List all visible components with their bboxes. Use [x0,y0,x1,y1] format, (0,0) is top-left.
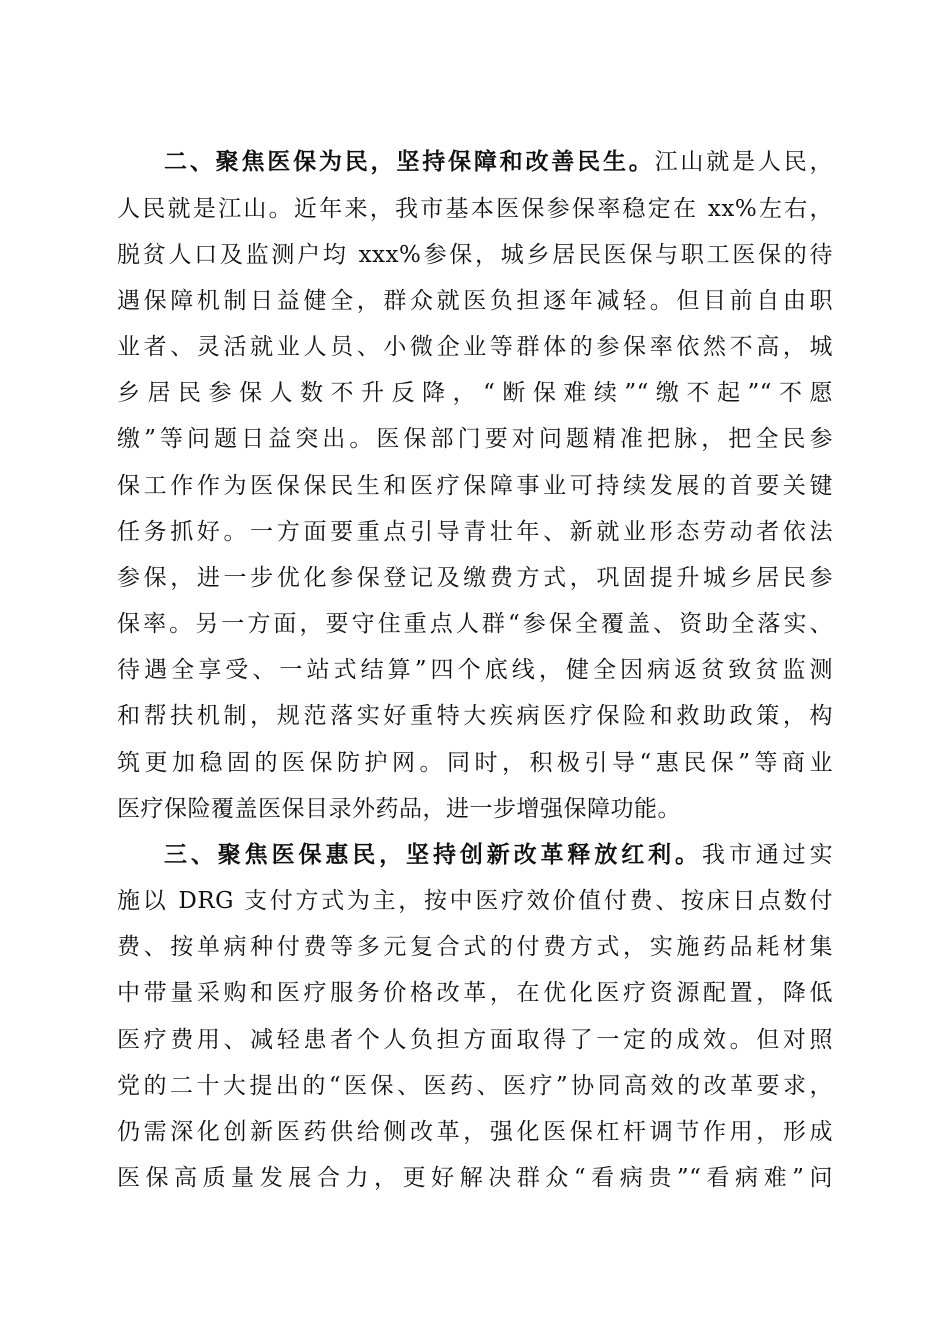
section3-line: 中带量采购和医疗服务价格改革，在优化医疗资源配置，降低 [117,980,833,1006]
section2-line: 筑更加稳固的医保防护网。同时，积极引导“惠民保”等商业 [117,750,833,776]
section2-first-line [164,140,833,184]
section2-line: 缴”等问题日益突出。医保部门要对问题精准把脉，把全民参 [117,426,833,452]
section2-line: 待遇全享受、一站式结算”四个底线，健全因病返贫致贫监测 [117,657,833,683]
section3-line: 我市通过实 [701,842,834,868]
section3-line: 费、按单病种付费等多元复合式的付费方式，实施药品耗材集 [117,934,833,960]
section2-line: 遇保障机制日益健全，群众就医负担逐年减轻。但目前自由职 [117,288,833,314]
section2-line: 任务抓好。一方面要重点引导青壮年、新就业形态劳动者依法 [117,519,833,545]
section2-line: 保工作作为医保保民生和医疗保障事业可持续发展的首要关键 [117,473,833,499]
section2-line: 人民就是江山。近年来，我市基本医保参保率稳定在 xx%左右， [117,196,833,222]
section3-line: 施以 DRG 支付方式为主，按中医疗效价值付费、按床日点数付 [117,888,833,914]
section2-line: 江山就是人民， [654,149,834,175]
section2-line: 和帮扶机制，规范落实好重特大疾病医疗保险和救助政策，构 [117,703,833,729]
section3-line: 党的二十大提出的“医保、医药、医疗”协同高效的改革要求， [117,1073,833,1099]
section3-line: 医保高质量发展合力，更好解决群众“看病贵”“看病难”问 [117,1165,833,1191]
section2-line: 业者、灵活就业人员、小微企业等群体的参保率依然不高，城 [117,334,833,360]
section2-line: 保率。另一方面，要守住重点人群“参保全覆盖、资助全落实、 [117,611,833,637]
section3-line: 医疗费用、减轻患者个人负担方面取得了一定的成效。但对照 [117,1027,833,1053]
section3-heading: 三、聚焦医保惠民，坚持创新改革释放红利。 [164,842,702,868]
section3-first-line [164,833,833,877]
section3-line: 仍需深化创新医药供给侧改革，强化医保杠杆调节作用，形成 [117,1119,833,1145]
section2-heading: 二、聚焦医保为民，坚持保障和改善民生。 [164,149,655,175]
section2-line: 参保，进一步优化参保登记及缴费方式，巩固提升城乡居民参 [117,565,833,591]
section2-line: 医疗保险覆盖医保目录外药品，进一步增强保障功能。 [117,796,681,822]
section2-line: 乡居民参保人数不升反降，“断保难续”“缴不起”“不愿 [117,380,833,406]
section2-line: 脱贫人口及监测户均 xxx%参保，城乡居民医保与职工医保的待 [117,242,833,268]
